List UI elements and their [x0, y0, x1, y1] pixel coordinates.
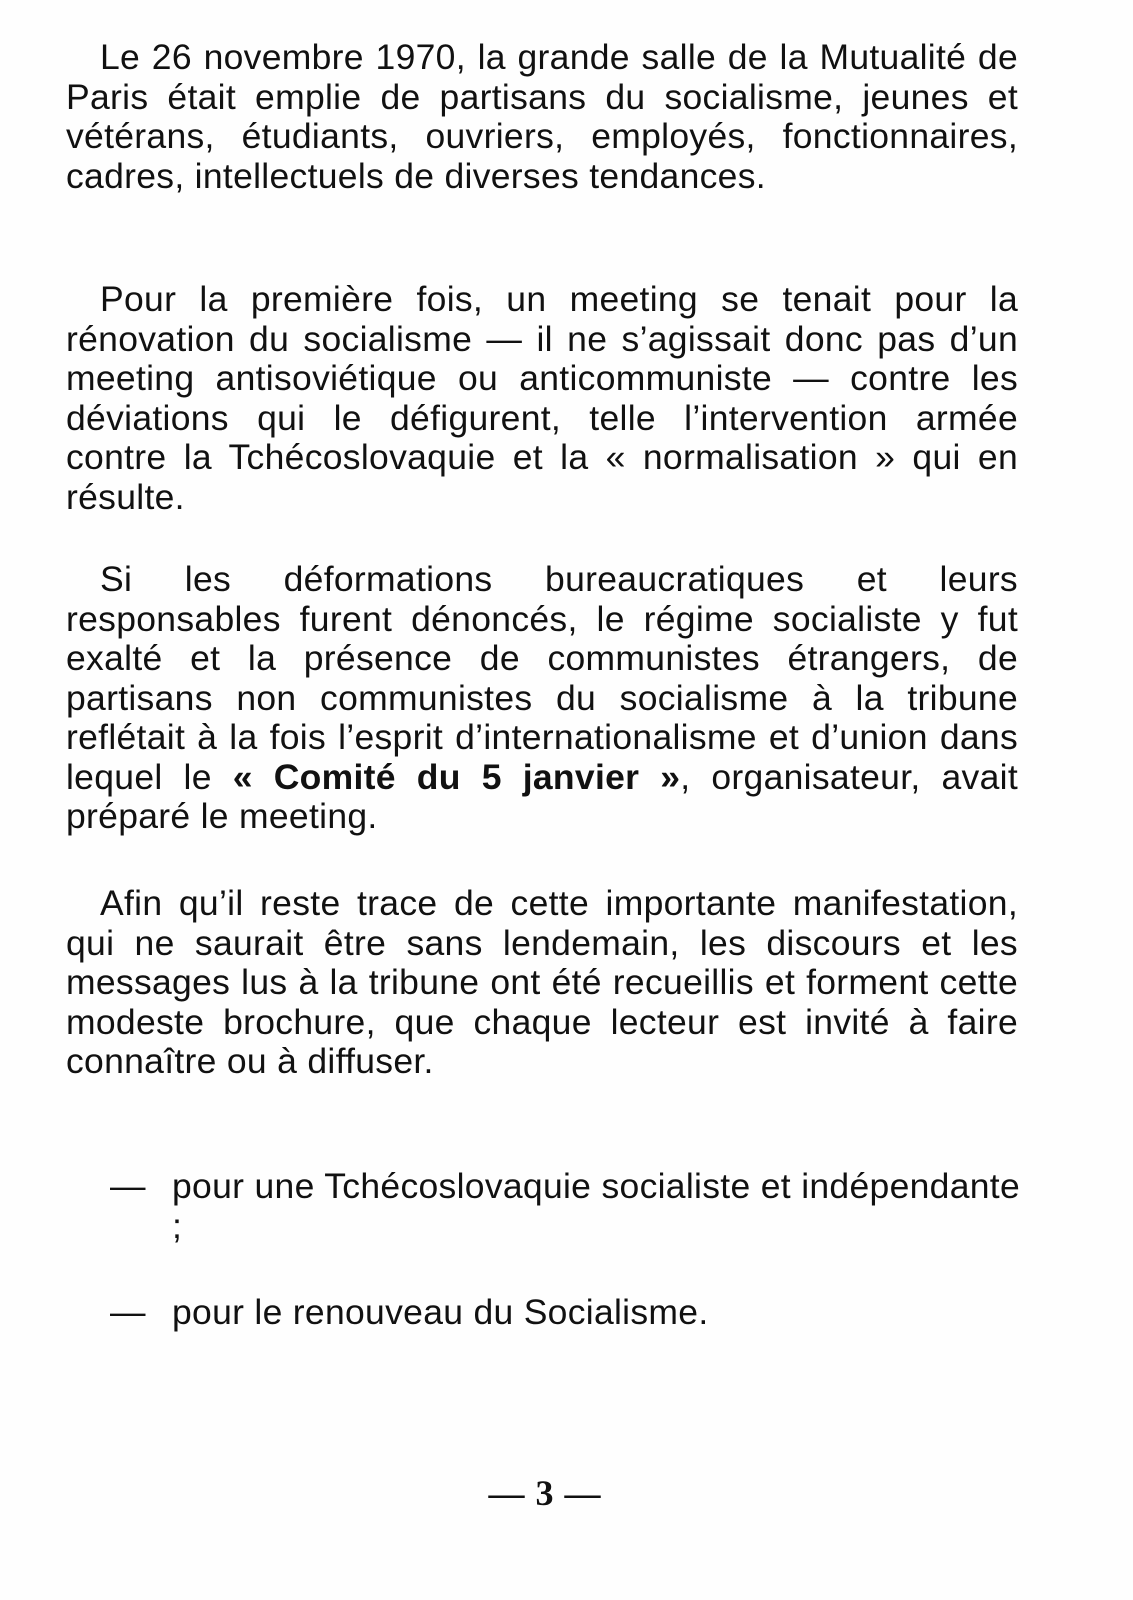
slogan-independence	[110, 1166, 1020, 1246]
paragraph-committee-text-before: Si les déformations bureaucratiques et leurs responsables furent dénoncés, le régime socialiste y fut exalté et la présence de communistes étrangers, de partisans non communistes du socialisme à la tribune reflétait à la fois l’esprit d’internationalisme et d’union dans lequel le	[66, 559, 1018, 797]
paragraph-committee-text-after: , organisateur, avait préparé le meeting.	[66, 756, 1018, 836]
slogan-renewal	[110, 1292, 1020, 1332]
paragraph-committee	[66, 560, 1018, 837]
committee-name: « Comité du 5 janvier »	[232, 756, 681, 797]
page-number: — 3 —	[488, 1473, 602, 1513]
slogan-text: pour le renouveau du Socialisme.	[172, 1292, 709, 1332]
paragraph-meeting-intro: Le 26 novembre 1970, la grande salle de la Mutualité de Paris était emplie de partisans du socialisme, jeunes et vétérans, étudiants, ouvriers, employés, fonctionnaires, cadres, intellectuels de diverses tendances.	[66, 37, 1018, 196]
slogan-dash: —	[110, 1292, 146, 1332]
slogan-text: pour une Tchécoslovaquie socialiste et indépendante ;	[172, 1166, 1020, 1246]
paragraph-brochure: Afin qu’il reste trace de cette importante manifestation, qui ne saurait être sans lendemain, les discours et les messages lus à la tribune ont été recueillis et forment cette modeste brochure, que chaque lecteur est invité à faire connaître ou à diffuser.	[66, 883, 1018, 1081]
paragraph-renovation: Pour la première fois, un meeting se tenait pour la rénovation du socialisme — il ne s’agissait donc pas d’un meeting antisoviétique ou anticommuniste — contre les déviations qui le défigurent, telle l’intervention armée contre la Tchécoslovaquie et la « normalisation » qui en résulte.	[66, 279, 1018, 517]
slogan-dash: —	[110, 1166, 146, 1206]
